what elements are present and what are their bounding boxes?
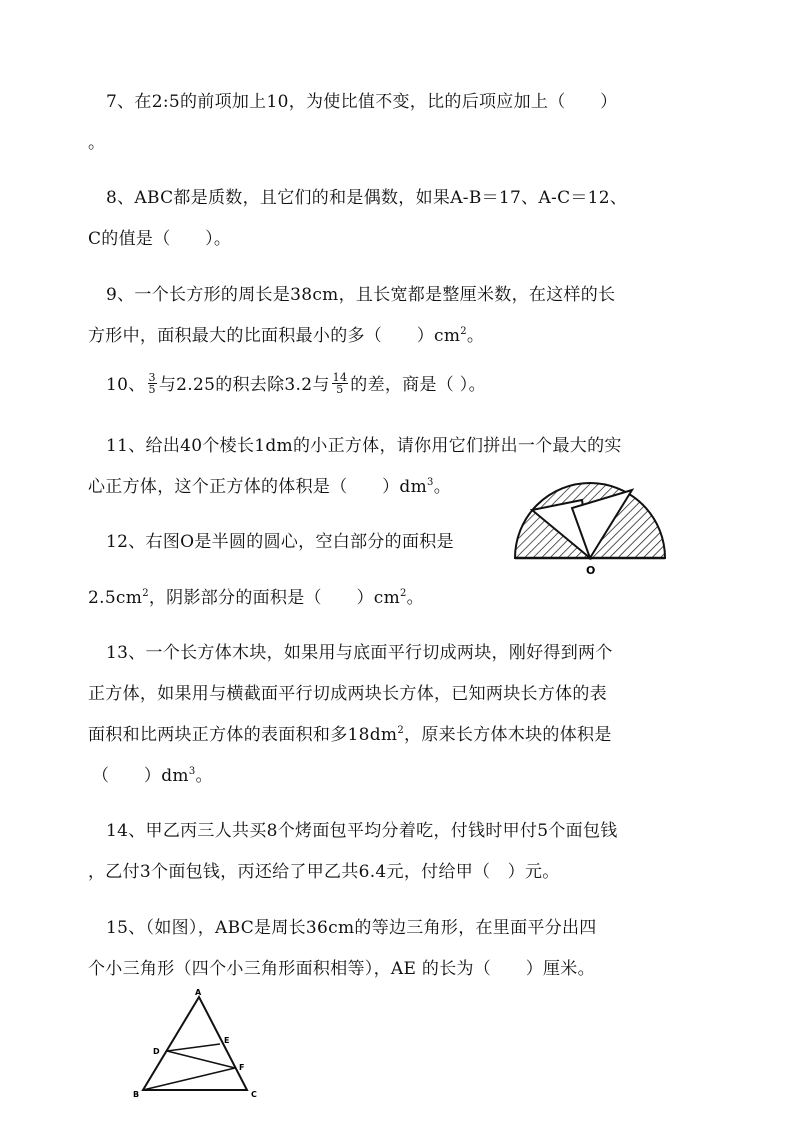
segment-df — [167, 1051, 235, 1068]
label-c: C — [251, 1090, 257, 1099]
fraction-14-5: $\frac{14}{5}$ — [332, 371, 348, 396]
label-a: A — [195, 988, 202, 997]
semicircle-figure — [510, 470, 670, 580]
q8-line2: C的值是（ ）。 — [88, 229, 232, 249]
q11-line1: 11、给出40个棱长1dm的小正方体，请你用它们拼出一个最大的实 — [106, 436, 622, 456]
q7-line2: 。 — [88, 133, 106, 153]
label-b: B — [133, 1090, 140, 1099]
center-label-o: O — [586, 564, 596, 577]
segment-bf — [143, 1068, 235, 1090]
q14-line1: 14、甲乙丙三人共买8个烤面包平均分着吃，付钱时甲付5个面包钱 — [106, 821, 618, 841]
triangle-figure — [125, 985, 275, 1100]
q10-line: 10、 $\frac{3}{5}$ 与2.25的积去除3.2与 $\frac{14}{5}$ 的差，商是（ ）。 — [106, 371, 486, 396]
label-d: D — [153, 1047, 160, 1056]
q8-line1: 8、ABC都是质数，且它们的和是偶数，如果A-B＝17、A-C＝12、 — [106, 188, 628, 208]
q12-line2: $2.5cm^2$，阴影部分的面积是（ ）$cm^2$。 — [88, 588, 424, 608]
q7-line1: 7、在2:5的前项加上10，为使比值不变，比的后项应加上（ ） — [106, 92, 618, 112]
q13-line3: 面积和比两块正方体的表面积和多$18dm^2$，原来长方体木块的体积是 — [88, 725, 612, 745]
q13-line1: 13、一个长方体木块，如果用与底面平行切成两块，刚好得到两个 — [106, 643, 613, 663]
fraction-3-5: $\frac{3}{5}$ — [148, 371, 156, 396]
triangle-abc — [143, 997, 247, 1090]
q9-line2: 方形中，面积最大的比面积最小的多（ ）$cm^2$。 — [88, 326, 485, 346]
q13-line2: 正方体，如果用与横截面平行切成两块长方体，已知两块长方体的表 — [88, 684, 607, 704]
q13-line4: （ ）$dm^3$。 — [92, 766, 213, 786]
q9-line1: 9、一个长方形的周长是38cm，且长宽都是整厘米数，在这样的长 — [106, 285, 616, 305]
q14-line2: ，乙付3个面包钱，丙还给了甲乙共6.4元，付给甲（ ）元。 — [88, 862, 560, 882]
q12-line1: 12、右图O是半圆的圆心，空白部分的面积是 — [106, 532, 454, 552]
q15-line1: 15、（如图），ABC是周长36cm的等边三角形，在里面平分出四 — [106, 918, 597, 938]
label-e: E — [224, 1036, 230, 1045]
label-f: F — [239, 1063, 245, 1072]
q11-line2: 心正方体，这个正方体的体积是（ ）$dm^3$。 — [88, 477, 451, 497]
segment-de — [167, 1044, 220, 1051]
q15-line2: 个小三角形（四个小三角形面积相等），AE 的长为（ ）厘米。 — [88, 959, 595, 979]
